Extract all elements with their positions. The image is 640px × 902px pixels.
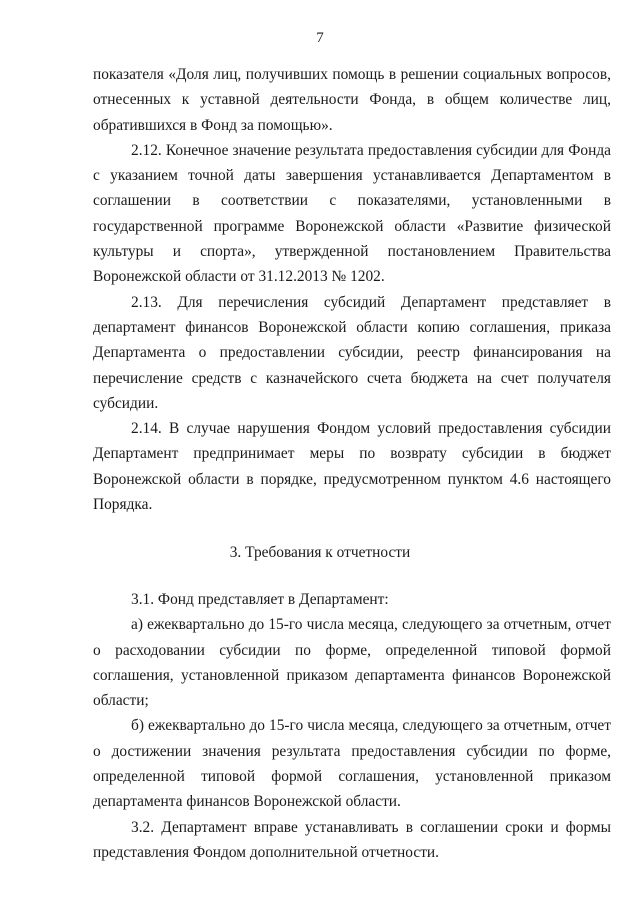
body-text-bottom [93, 587, 611, 865]
paragraph-3-1-a: а) ежеквартально до 15-го числа месяца, следующего за отчетным, отчет о расходовании субсидии по форме, определенной типовой формой соглашения, установленной приказом департамента финансов Воронежской области; [93, 616, 611, 710]
section-heading: 3. Требования к отчетности [229, 544, 411, 561]
paragraph-2-13: 2.13. Для перечисления субсидий Департамент представляет в департамент финансов Воронежской области копию соглашения, приказа Департамента о предоставлении субсидии, реестр финансирования на перечисление средств с казначейского счета бюджета на счет получателя субсидии. [93, 293, 611, 412]
paragraph-3-1: 3.1. Фонд представляет в Департамент: [131, 591, 389, 608]
body-text-top [93, 62, 611, 517]
paragraph-3-1-b: б) ежеквартально до 15-го числа месяца, следующего за отчетным, отчет о достижении значения результата предоставления субсидии по форме, определенной типовой формой соглашения, установленной приказом департамента финансов Воронежской области. [93, 717, 611, 811]
paragraph-2-14: 2.14. В случае нарушения Фондом условий предоставления субсидии Департамент предпринимает меры по возврату субсидии в бюджет Воронежской области в порядке, предусмотренном пунктом 4.6 настоящего Порядка. [93, 420, 611, 514]
page-number: 7 [316, 30, 324, 46]
paragraph-3-2: 3.2. Департамент вправе устанавливать в соглашении сроки и формы представления Фондом дополнительной отчетности. [93, 818, 611, 861]
paragraph-2-12: 2.12. Конечное значение результата предоставления субсидии для Фонда с указанием точной даты завершения устанавливается Департаментом в соглашении в соответствии с показателями, установленными в государственной программе Воронежской области «Развитие физической культуры и спорта», утвержденной постановлением Правительства Воронежской области от 31.12.2013 № 1202. [93, 141, 611, 286]
paragraph-continuation: показателя «Доля лиц, получивших помощь в решении социальных вопросов, отнесенных к уставной деятельности Фонда, в общем количестве лиц, обратившихся в Фонд за помощью». [93, 66, 611, 134]
